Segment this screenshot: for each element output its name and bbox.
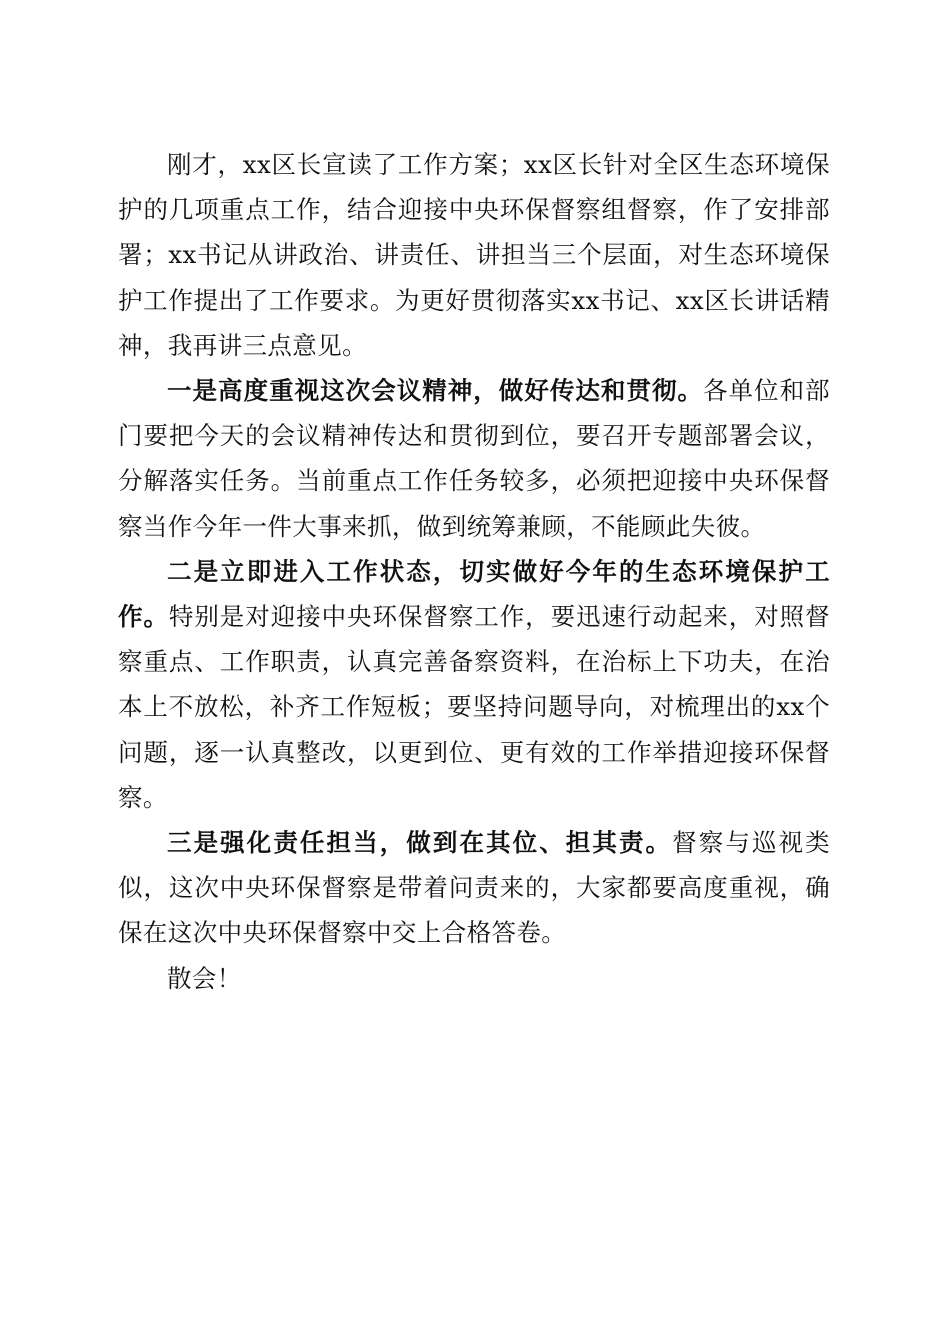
paragraph-lead: 一是高度重视这次会议精神，做好传达和贯彻。	[167, 376, 703, 406]
document-body	[118, 142, 830, 1001]
paragraph-point-two	[118, 549, 830, 820]
paragraph-point-one	[118, 368, 830, 549]
paragraph-text: 特别是对迎接中央环保督察工作，要迅速行动起来，对照督察重点、工作职责，认真完善备察资料，在治标上下功夫，在治本上不放松，补齐工作短板；要坚持问题导向，对梳理出的xx个问题，逐一认真整改，以更到位、更有效的工作举措迎接环保督察。	[118, 602, 830, 812]
paragraph-lead: 二是立即进入工作状态，切实做好今年的生态环境保护工作。	[118, 556, 830, 632]
paragraph-text: 督察与巡视类似，这次中央环保督察是带着问责来的，大家都要高度重视，确保在这次中央环保督察中交上合格答卷。	[118, 828, 830, 948]
paragraph-text: 散会！	[167, 963, 242, 993]
paragraph-lead: 三是强化责任担当，做到在其位、担其责。	[167, 828, 673, 858]
paragraph-point-three	[118, 820, 830, 956]
paragraph-text: 各单位和部门要把今天的会议精神传达和贯彻到位，要召开专题部署会议，分解落实任务。当前重点工作任务较多，必须把迎接中央环保督察当作今年一件大事来抓，做到统筹兼顾，不能顾此失彼。	[118, 376, 830, 541]
paragraph-opening	[118, 142, 830, 368]
paragraph-text: 刚才，xx区长宣读了工作方案；xx区长针对全区生态环境保护的几项重点工作，结合迎接中央环保督察组督察，作了安排部署；xx书记从讲政治、讲责任、讲担当三个层面，对生态环境保护工作提出了工作要求。为更好贯彻落实xx书记、xx区长讲话精神，我再讲三点意见。	[118, 150, 830, 360]
paragraph-closing	[118, 956, 830, 1001]
